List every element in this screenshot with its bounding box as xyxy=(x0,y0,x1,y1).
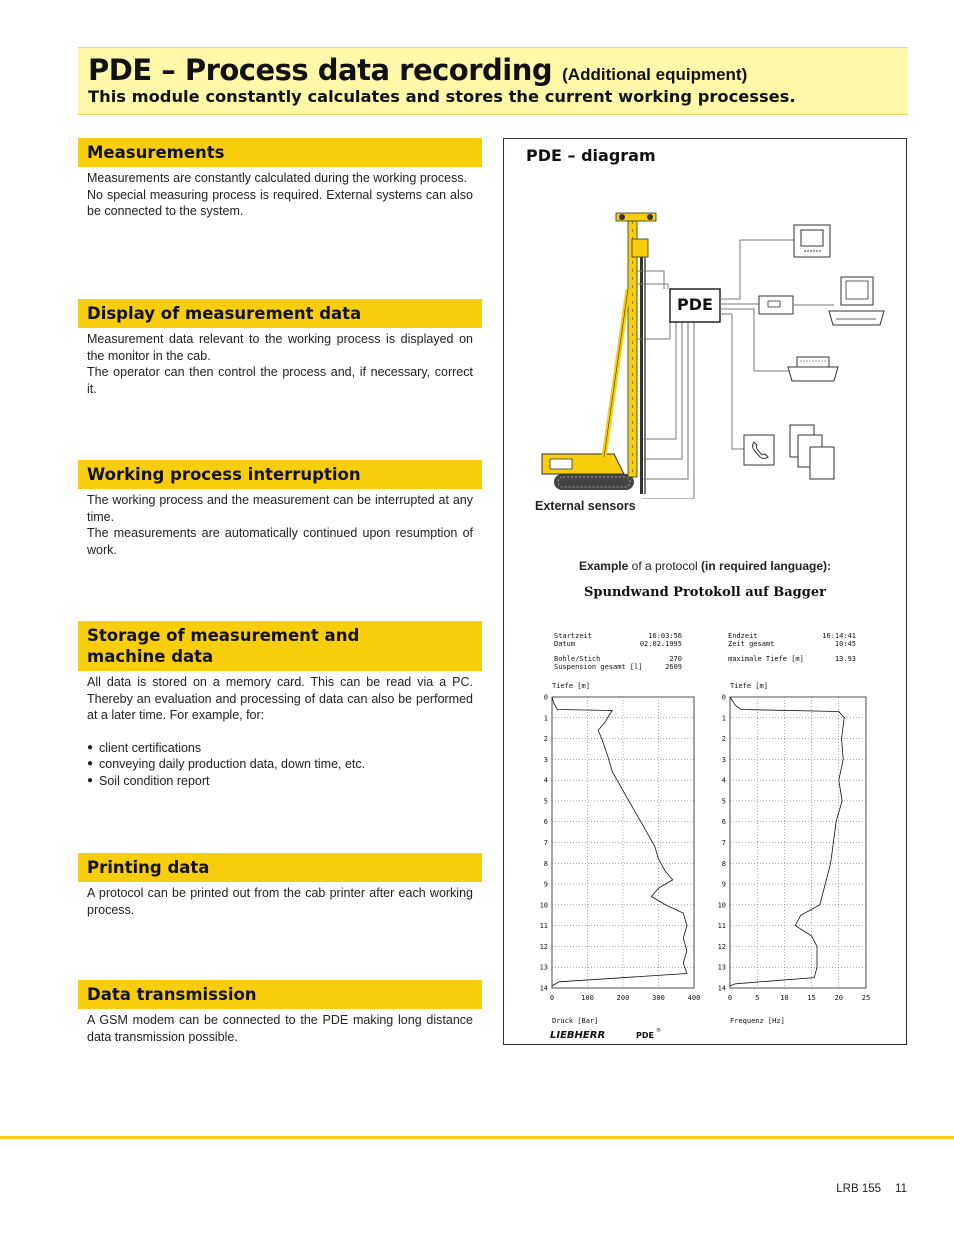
paragraph: Measurements are constantly calculated during the working process. xyxy=(87,171,468,185)
y-tick-label: 10 xyxy=(539,901,548,910)
series-line xyxy=(730,697,844,986)
y-tick-label: 7 xyxy=(721,839,726,847)
y-tick-label: 1 xyxy=(543,714,548,723)
info-label: Datum xyxy=(554,640,576,648)
info-value: 2609 xyxy=(665,663,682,671)
info-value: 16:03:56 xyxy=(648,632,682,640)
list-item: ● conveying daily production data, down time, etc. xyxy=(87,756,473,773)
y-tick-label: 14 xyxy=(717,984,726,993)
section-body xyxy=(78,1009,482,1045)
rig-kelly-2 xyxy=(644,249,646,494)
footer xyxy=(836,1183,907,1195)
page-title xyxy=(88,53,747,87)
section-title: Printing data xyxy=(78,853,482,882)
pc-icon xyxy=(829,277,884,325)
info-label: Suspension gesamt [l] xyxy=(554,663,643,671)
y-tick-label: 13 xyxy=(539,963,548,972)
y-tick-label: 12 xyxy=(539,942,548,951)
caption-bold: Example xyxy=(578,559,629,573)
documents-icon xyxy=(790,425,834,479)
piling-rig-illustration xyxy=(542,213,656,494)
section-body xyxy=(78,328,482,397)
printer-body xyxy=(788,367,838,381)
diagram-title: PDE – diagram xyxy=(526,146,656,165)
y-tick-label: 8 xyxy=(721,859,726,868)
external-sensors-label: External sensors xyxy=(535,499,636,513)
y-tick-label: 3 xyxy=(721,755,726,764)
section-display xyxy=(78,299,482,397)
info-label: Endzeit xyxy=(728,632,758,640)
x-tick-label: 100 xyxy=(581,994,594,1002)
rotary-drive xyxy=(632,239,648,257)
x-tick-label: 200 xyxy=(616,994,630,1002)
y-tick-label: 14 xyxy=(539,984,548,993)
printer-icon xyxy=(788,357,838,381)
title-main: PDE – Process data recording xyxy=(88,53,553,87)
info-label: Startzeit xyxy=(554,632,592,640)
protocol-caption xyxy=(504,559,906,573)
section-measurements xyxy=(78,138,482,220)
y-tick-label: 2 xyxy=(721,735,726,744)
monitor-icon xyxy=(794,225,830,257)
connection-printer xyxy=(720,309,794,371)
sheave xyxy=(619,214,625,220)
title-suffix: (Additional equipment) xyxy=(562,65,748,84)
y-tick-label: 0 xyxy=(543,693,548,702)
y-tick-label: 5 xyxy=(543,797,548,806)
paragraph: The operator can then control the process and, if necessary, correct it. xyxy=(87,365,473,396)
caption-normal: of a protocol xyxy=(631,559,698,573)
phone-frame xyxy=(744,435,774,465)
device-connections xyxy=(720,240,834,449)
section-body xyxy=(78,489,482,558)
doc-code: LRB 155 xyxy=(836,1183,882,1195)
section-title: Display of measurement data xyxy=(78,299,482,328)
info-label: Bohle/Stich xyxy=(554,655,601,663)
paragraph: The working process and the measurement can be interrupted at any time. xyxy=(87,493,473,524)
info-value: 16:14:41 xyxy=(822,632,856,640)
y-tick-label: 2 xyxy=(543,735,548,744)
connection-phone xyxy=(720,314,744,449)
right-x-label: Frequenz [Hz] xyxy=(730,1017,785,1025)
sensor-cable xyxy=(643,321,688,479)
liebherr-logo: LIEBHERR xyxy=(550,1030,606,1039)
y-tick-label: 3 xyxy=(543,755,548,764)
series-line xyxy=(552,697,687,986)
section-printing xyxy=(78,853,482,918)
section-storage xyxy=(78,621,482,789)
x-tick-label: 10 xyxy=(780,994,789,1002)
page-number: 11 xyxy=(895,1183,907,1195)
y-tick-label: 6 xyxy=(721,818,726,827)
x-tick-label: 400 xyxy=(687,994,701,1002)
pc-base xyxy=(829,311,884,325)
bullet-list xyxy=(87,740,473,790)
x-tick-label: 0 xyxy=(549,994,555,1002)
y-tick-label: 8 xyxy=(543,859,548,868)
pde-logo: PDE xyxy=(636,1031,654,1039)
y-tick-label: 10 xyxy=(717,901,726,910)
paragraph: Measurement data relevant to the working process is displayed on the monitor in the cab. xyxy=(87,332,473,363)
monitor-screen xyxy=(801,230,823,246)
paragraph: No special measuring process is required. External systems can also be connected to the system. xyxy=(87,187,473,218)
section-title: Working process interruption xyxy=(78,460,482,489)
registered-mark: ® xyxy=(656,1028,661,1034)
rig-kelly xyxy=(640,249,643,494)
y-tick-label: 5 xyxy=(721,797,726,806)
protocol-charts xyxy=(504,609,906,1039)
info-value: 02.02.1995 xyxy=(639,640,682,648)
section-interruption xyxy=(78,460,482,558)
paragraph: The measurements are automatically continued upon resumption of work. xyxy=(87,526,473,557)
sheave xyxy=(647,214,653,220)
rig-crawler xyxy=(554,474,634,490)
y-tick-label: 13 xyxy=(717,963,726,972)
info-value: 10:45 xyxy=(834,640,856,648)
section-body xyxy=(78,671,482,789)
paragraph: All data is stored on a memory card. This can be read via a PC. Thereby an evaluation and processing of data can also be performed at a later time. For example, for: xyxy=(87,675,473,722)
paragraph: A GSM modem can be connected to the PDE making long distance data transmission possible. xyxy=(87,1013,473,1044)
x-tick-label: 0 xyxy=(727,994,733,1002)
rig-brace-outline xyxy=(604,289,628,457)
section-title-line: Storage of measurement and xyxy=(87,626,360,645)
y-tick-label: 4 xyxy=(543,776,548,785)
pde-diagram-panel xyxy=(503,138,907,1045)
caption-bold: (in required language): xyxy=(701,559,832,573)
protocol-title: Spundwand Protokoll auf Bagger xyxy=(584,585,826,600)
x-tick-label: 5 xyxy=(755,994,760,1002)
y-tick-label: 9 xyxy=(543,880,548,889)
left-y-label: Tiefe [m] xyxy=(552,682,590,690)
y-tick-label: 9 xyxy=(721,880,726,889)
paragraph: A protocol can be printed out from the cab printer after each working process. xyxy=(87,886,473,917)
info-value: 13.93 xyxy=(834,655,856,663)
info-value: 270 xyxy=(669,655,682,663)
right-y-label: Tiefe [m] xyxy=(730,682,768,690)
page-header xyxy=(78,47,908,115)
info-label: Zeit gesamt xyxy=(728,640,775,648)
y-tick-label: 4 xyxy=(721,776,726,785)
phone-icon xyxy=(744,435,774,465)
page-subtitle: This module constantly calculates and stores the current working processes. xyxy=(88,87,796,106)
x-tick-label: 20 xyxy=(834,994,844,1002)
footer-rule xyxy=(0,1136,954,1139)
y-tick-label: 12 xyxy=(717,942,726,951)
chart-pressure xyxy=(540,694,701,1003)
section-title xyxy=(78,621,482,671)
info-label: maximale Tiefe [m] xyxy=(728,655,804,663)
y-tick-label: 7 xyxy=(543,839,548,847)
pde-system-illustration xyxy=(504,139,906,499)
x-tick-label: 15 xyxy=(807,994,816,1002)
section-body xyxy=(78,882,482,918)
section-title: Data transmission xyxy=(78,980,482,1009)
x-tick-label: 300 xyxy=(652,994,665,1002)
rig-cab xyxy=(550,459,572,469)
section-title-line: machine data xyxy=(87,647,214,666)
sensor-cable xyxy=(642,321,694,499)
list-item: ● client certifications xyxy=(87,740,473,757)
y-tick-label: 1 xyxy=(721,714,726,723)
y-tick-label: 6 xyxy=(543,818,548,827)
card-reader-icon xyxy=(759,296,793,314)
left-x-label: Druck [Bar] xyxy=(552,1017,599,1025)
section-transmission xyxy=(78,980,482,1045)
card-reader-frame xyxy=(759,296,793,314)
y-tick-label: 0 xyxy=(721,693,726,702)
printer-paper xyxy=(797,357,829,367)
plot-frame xyxy=(730,697,866,988)
y-tick-label: 11 xyxy=(717,922,726,931)
document-page xyxy=(810,447,834,479)
y-tick-label: 11 xyxy=(539,922,548,931)
connection-monitor xyxy=(720,240,794,299)
section-title: Measurements xyxy=(78,138,482,167)
section-body xyxy=(78,167,482,220)
list-item: ● Soil condition report xyxy=(87,773,473,790)
pde-label: PDE xyxy=(677,295,713,314)
pc-screen xyxy=(846,281,868,299)
x-tick-label: 25 xyxy=(861,994,871,1002)
chart-frequency xyxy=(718,694,871,1003)
